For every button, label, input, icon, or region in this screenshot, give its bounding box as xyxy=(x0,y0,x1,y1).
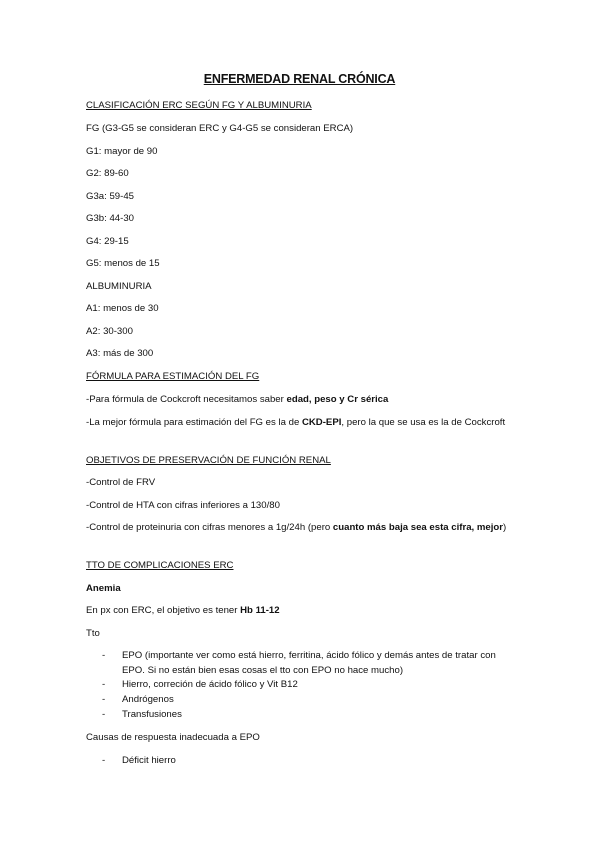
tto-item-hierro: Hierro, correción de ácido fólico y Vit B12 xyxy=(122,679,298,690)
grade-g3b: G3b: 44-30 xyxy=(86,213,135,224)
section-heading-formula: FÓRMULA PARA ESTIMACIÓN DEL FG xyxy=(86,371,260,382)
albuminuria-a3: A3: más de 300 xyxy=(86,348,154,359)
cause-item-hierro: Déficit hierro xyxy=(122,755,176,766)
proteinuria-bold: cuanto más baja sea esta cifra, mejor xyxy=(332,522,504,533)
bullet-marker: - xyxy=(102,694,106,705)
grade-g5: G5: menos de 15 xyxy=(86,258,160,269)
formula-paragraph-2 xyxy=(86,415,516,430)
anemia-objective-text: En px con ERC, el objetivo es tener xyxy=(86,605,241,616)
tto-item-transfusiones: Transfusiones xyxy=(122,709,182,720)
objective-hta: -Control de HTA con cifras inferiores a 130/80 xyxy=(86,500,280,511)
section-heading-complications: TTO DE COMPLICACIONES ERC xyxy=(86,560,234,571)
bullet-marker: - xyxy=(102,679,106,690)
tto-label: Tto xyxy=(86,628,100,639)
albuminuria-a2: A2: 30-300 xyxy=(86,326,133,337)
document-title: ENFERMEDAD RENAL CRÓNICA xyxy=(203,72,396,86)
tto-item-androgenos: Andrógenos xyxy=(122,694,174,705)
tto-item-epo: EPO (importante ver como está hierro, ferritina, ácido fólico y demás antes de tratar con EPO. Si no están bien esas cosas el tto con EPO no hace mucho) xyxy=(122,650,496,676)
formula-p1-bold: edad, peso y Cr sérica xyxy=(286,394,389,405)
albuminuria-a1: A1: menos de 30 xyxy=(86,303,159,314)
objective-proteinuria xyxy=(86,520,516,535)
anemia-objective-bold: Hb 11-12 xyxy=(240,605,280,616)
grade-g2: G2: 89-60 xyxy=(86,168,129,179)
proteinuria-text: -Control de proteinuria con cifras menores a 1g/24h (pero xyxy=(86,522,333,533)
formula-p1-text: -Para fórmula de Cockcroft necesitamos saber xyxy=(86,394,287,405)
section-heading-objectives: OBJETIVOS DE PRESERVACIÓN DE FUNCIÓN RENAL xyxy=(86,455,331,466)
formula-p2-end: , pero la que se usa es la de Cockcroft xyxy=(341,417,506,428)
bullet-marker: - xyxy=(102,709,106,720)
subheading-anemia: Anemia xyxy=(86,583,121,594)
grade-g3a: G3a: 59-45 xyxy=(86,191,135,202)
formula-p2-text: -La mejor fórmula para estimación del FG es la de xyxy=(86,417,302,428)
formula-paragraph-1 xyxy=(86,393,388,406)
formula-p2-bold: CKD-EPI xyxy=(301,417,342,428)
grade-g1: G1: mayor de 90 xyxy=(86,146,158,157)
causes-heading: Causas de respuesta inadecuada a EPO xyxy=(86,732,260,743)
objective-frv: -Control de FRV xyxy=(86,477,156,488)
proteinuria-end: ) xyxy=(503,522,507,533)
section-heading-classification: CLASIFICACIÓN ERC SEGÚN FG Y ALBUMINURIA xyxy=(86,100,312,111)
grade-g4: G4: 29-15 xyxy=(86,236,129,247)
fg-intro: FG (G3-G5 se consideran ERC y G4-G5 se consideran ERCA) xyxy=(86,123,354,134)
bullet-marker: - xyxy=(102,650,106,661)
albuminuria-heading: ALBUMINURIA xyxy=(86,281,152,292)
bullet-marker: - xyxy=(102,755,106,766)
anemia-objective xyxy=(86,604,280,617)
